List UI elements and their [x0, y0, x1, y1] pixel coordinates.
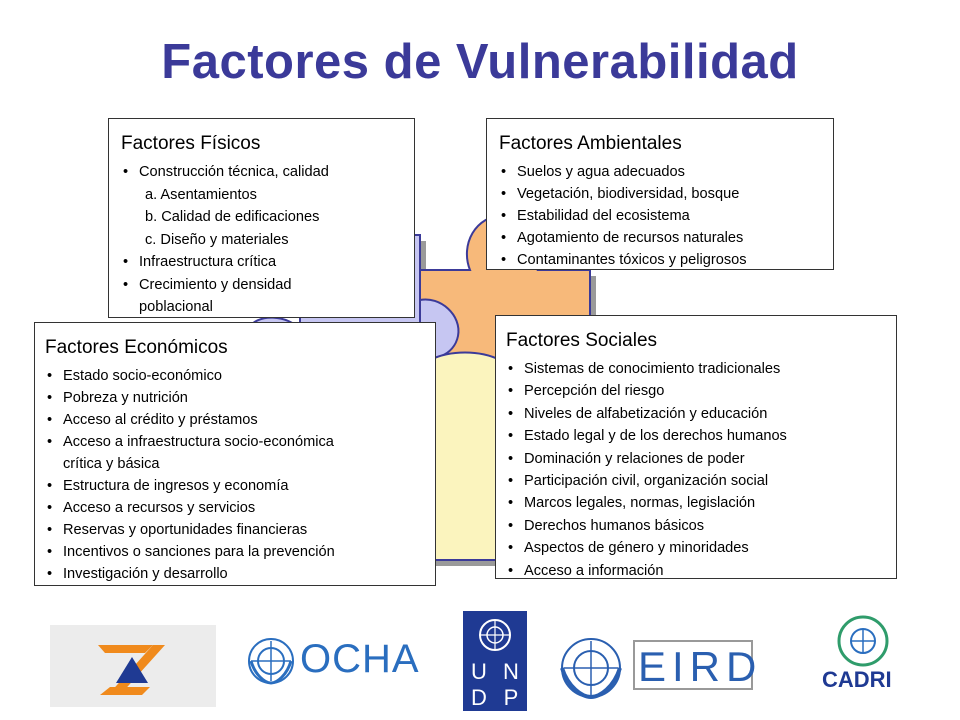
list-item: • Suelos y agua adecuados [499, 161, 823, 183]
list-item [45, 431, 425, 475]
factores-ambientales-heading: Factores Ambientales [499, 133, 682, 154]
factores-ambientales-box [486, 118, 834, 270]
list-subitem: a. Asentamientos [145, 186, 257, 203]
list-item [121, 161, 404, 251]
undp-letter: U [471, 659, 487, 684]
list-item-continuation: crítica y básica [63, 456, 160, 472]
list-subitem: c. Diseño y materiales [145, 231, 289, 248]
list-item: • Investigación y desarrollo [45, 563, 425, 585]
list-item: • Estado socio-económico [45, 365, 425, 387]
undp-letter: P [503, 685, 519, 710]
list-item: • Percepción del riesgo [506, 380, 886, 402]
list-item: • Estructura de ingresos y economía [45, 475, 425, 497]
list-item: • Acceso al crédito y préstamos [45, 409, 425, 431]
list-item: • Pobreza y nutrición [45, 387, 425, 409]
list-item: • Aspectos de género y minoridades [506, 537, 886, 559]
list-item: • Vegetación, biodiversidad, bosque [499, 183, 823, 205]
list-item-text: Infraestructura crítica [139, 254, 277, 270]
list-item: • Sistemas de conocimiento tradicionales [506, 358, 886, 380]
list-item: • Incentivos o sanciones para la prevención [45, 541, 425, 563]
list-item-text: Acceso a infraestructura socio-económica [63, 434, 334, 450]
undp-logo [463, 611, 527, 711]
cadri-emblem [820, 609, 906, 667]
factores-economicos-list [45, 365, 425, 585]
list-item: • Contaminantes tóxicos y peligrosos [499, 249, 823, 270]
list-item-continuation: poblacional [139, 299, 213, 315]
list-subitem: b. Calidad de edificaciones [145, 209, 320, 225]
cadri-logo-text: CADRI [822, 667, 892, 692]
list-item: • Niveles de alfabetización y educación [506, 403, 886, 425]
factores-fisicos-heading: Factores Físicos [121, 133, 261, 154]
factores-economicos-heading: Factores Económicos [45, 337, 228, 358]
list-item-text: Construcción técnica, calidad [139, 164, 329, 180]
civil-protection-logo [50, 625, 216, 707]
ocha-logo-text: OCHA [300, 637, 420, 681]
list-item: • Acceso a información [506, 560, 886, 579]
factores-economicos-box [34, 322, 436, 586]
list-item: • Reservas y oportunidades financieras [45, 519, 425, 541]
factores-sociales-heading: Factores Sociales [506, 330, 658, 351]
list-item [121, 274, 404, 319]
list-item: • Agotamiento de recursos naturales [499, 227, 823, 249]
list-item: • Derechos humanos básicos [506, 515, 886, 537]
factores-ambientales-list [499, 161, 823, 270]
factores-fisicos-box [108, 118, 415, 318]
un-emblem-icon [475, 615, 515, 655]
factores-sociales-box [495, 315, 897, 579]
logos-row [0, 605, 960, 715]
cadri-ring-text [810, 605, 811, 606]
factores-fisicos-list [121, 161, 404, 318]
list-item: • Estabilidad del ecosistema [499, 205, 823, 227]
list-item: • Participación civil, organización social [506, 470, 886, 492]
un-emblem-icon [245, 635, 297, 687]
list-item [121, 251, 404, 274]
list-item-text: Crecimiento y densidad [139, 276, 292, 293]
undp-letter: N [503, 659, 519, 684]
undp-letter: D [471, 685, 487, 710]
list-item: • Dominación y relaciones de poder [506, 448, 886, 470]
list-item: • Marcos legales, normas, legislación [506, 492, 886, 514]
list-item: • Estado legal y de los derechos humanos [506, 425, 886, 447]
un-emblem-icon [556, 633, 626, 703]
list-item: • Acceso a recursos y servicios [45, 497, 425, 519]
eird-logo-text: EIRD [638, 643, 763, 690]
factores-sociales-list [506, 358, 886, 579]
page-title: Factores de Vulnerabilidad [161, 35, 799, 89]
